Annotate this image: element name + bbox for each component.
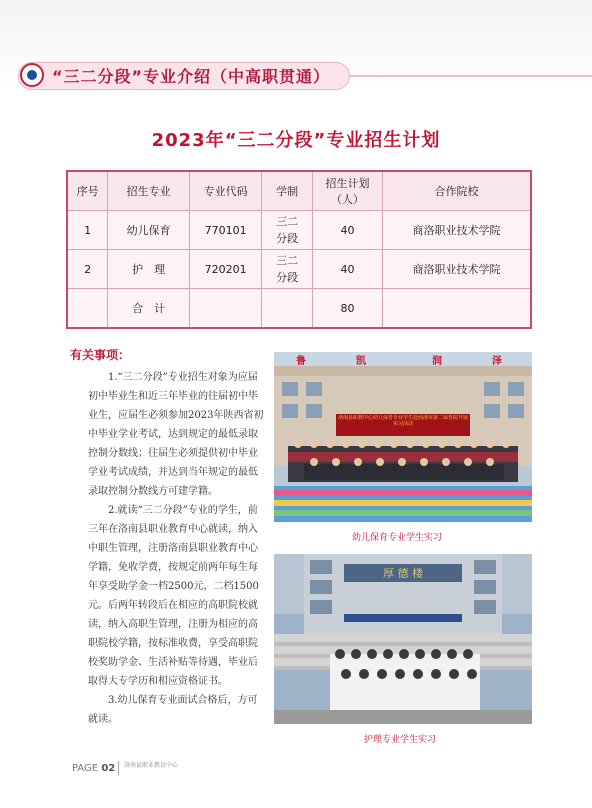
- table-cell: [190, 289, 262, 329]
- total-label: 合 计: [108, 289, 190, 329]
- note-paragraph: 2.就读“三二分段”专业的学生，前三年在洛南县职业教育中心就读，纳入中职生管理，注册洛南县职业教育中心学籍，免收学费，按规定前两年每生每年享受助学金一档2500元，二档1500元。后两年转段后在相应的高职院校就读，纳入高职生管理，注册为相应的高职院校学籍，按标准收费，享受高职院校奖助学金、生活补贴等待遇，毕业后取得大专学历和相应资格证书。: [88, 505, 259, 687]
- enrollment-plan-table: [66, 170, 532, 329]
- childcare-practice-illustration: [274, 352, 532, 522]
- table-row: [67, 250, 531, 289]
- table-cell: 2: [67, 250, 108, 289]
- column-header: 序号: [67, 171, 108, 211]
- table-cell: 商洛职业技术学院: [383, 250, 531, 289]
- building-sign: 厚 德 楼: [383, 567, 423, 580]
- childcare-practice-photo: [274, 352, 532, 522]
- section-title: “三二分段”专业介绍（中高职贯通）: [52, 67, 331, 86]
- table-cell: [383, 289, 531, 329]
- table-cell: 40: [312, 211, 382, 250]
- nursing-practice-photo: [274, 554, 532, 724]
- table-cell: 1: [67, 211, 108, 250]
- notes-heading: 有关事项：: [70, 348, 131, 362]
- table-total-row: [67, 289, 531, 329]
- column-header: 专业代码: [190, 171, 262, 211]
- table-cell: [262, 289, 313, 329]
- total-value: 80: [312, 289, 382, 329]
- page-label: PAGE: [72, 763, 99, 774]
- photo-caption: 幼儿保育专业学生实习: [352, 533, 443, 543]
- sign-char: 泽: [492, 356, 502, 367]
- nursing-practice-illustration: [274, 554, 532, 724]
- school-logo-icon: [20, 63, 44, 87]
- table-cell: 商洛职业技术学院: [383, 211, 531, 250]
- table-cell: 770101: [190, 211, 262, 250]
- photo-caption: 护理专业学生实习: [364, 735, 437, 745]
- table-cell: 幼儿保育: [108, 211, 190, 250]
- table-header-row: [67, 171, 531, 211]
- sign-char: 鲁: [296, 356, 306, 367]
- table-cell: [262, 250, 313, 289]
- column-header: 招生专业: [108, 171, 190, 211]
- sign-char: 润: [432, 356, 442, 367]
- led-banner-text: 洛南县职教中心幼儿保育专业学生赴商洛市第二保育院开展实习活动: [338, 415, 468, 427]
- footer-org: 洛南县职业教育中心: [124, 762, 179, 769]
- page-title: 2023年“三二分段”专业招生计划: [151, 130, 441, 151]
- table-row: [67, 211, 531, 250]
- table-cell: 40: [312, 250, 382, 289]
- notes-body: [88, 368, 266, 729]
- table-cell-text: 三二分段: [276, 215, 299, 245]
- table-cell-text: 三二分段: [276, 254, 299, 284]
- table-cell: 护 理: [108, 250, 190, 289]
- footer-divider: [118, 761, 119, 775]
- column-header: 合作院校: [383, 171, 531, 211]
- note-paragraph: 3.幼儿保育专业面试合格后，方可就读。: [88, 695, 258, 725]
- table-cell: [262, 211, 313, 250]
- table-cell: 720201: [190, 250, 262, 289]
- page-number-value: 02: [101, 763, 116, 774]
- column-header: 招生计划（人）: [312, 171, 382, 211]
- column-header: 学制: [262, 171, 313, 211]
- header-divider: [340, 75, 592, 77]
- table-cell: [67, 289, 108, 329]
- note-paragraph: 1.“三二分段”专业招生对象为应届初中毕业生和近三年毕业的往届初中毕业生，应届生必须参加2023年陕西省初中毕业学业考试，达到规定的最低录取控制分数线；往届生必须提供初中毕业学业考试成绩，并达到当年规定的最低录取控制分数线方可建学籍。: [88, 372, 264, 497]
- sign-char: 凯: [356, 356, 366, 367]
- page-number: [72, 763, 115, 774]
